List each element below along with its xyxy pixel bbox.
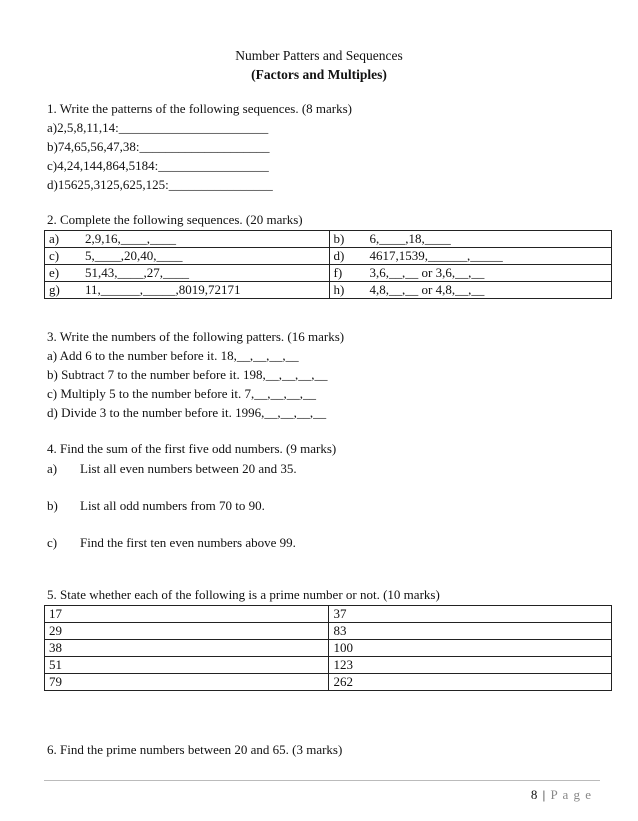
q2-label: f) — [333, 265, 343, 280]
q5-number: 100 — [329, 640, 612, 657]
page-subtitle: (Factors and Multiples) — [251, 67, 387, 82]
footer-page-word: P a g e — [550, 787, 592, 802]
q4-item-b-label: b) — [47, 498, 58, 513]
footer-divider — [44, 780, 600, 781]
q2-label: c) — [49, 248, 60, 263]
q4-item-b-text: List all odd numbers from 70 to 90. — [80, 498, 265, 513]
table-row — [45, 623, 612, 640]
q3-heading: 3. Write the numbers of the following patters. (16 marks) — [47, 329, 345, 344]
table-row — [45, 657, 612, 674]
q4-item-c-label: c) — [47, 535, 58, 550]
q4-item-a-text: List all even numbers between 20 and 35. — [80, 461, 297, 476]
q2-sequence: 5,____,20,40,____ — [85, 248, 183, 263]
q2-label: g) — [49, 282, 60, 297]
q3-line-a: a) Add 6 to the number before it. 18,__,__,__,__ — [47, 348, 299, 363]
q3-line-b: b) Subtract 7 to the number before it. 198,__,__,__,__ — [47, 367, 328, 382]
page-footer — [531, 787, 592, 803]
table-row — [45, 231, 612, 248]
q2-sequence: 11,______,_____,8019,72171 — [85, 282, 241, 297]
q2-sequence: 4,8,__,__ or 4,8,__,__ — [369, 282, 485, 297]
q2-table — [44, 230, 612, 299]
footer-separator: | — [542, 787, 547, 802]
q5-number: 123 — [329, 657, 612, 674]
table-row — [45, 640, 612, 657]
q2-sequence: 2,9,16,____,____ — [85, 231, 176, 246]
q4-item-a-label: a) — [47, 461, 58, 476]
q5-number: 79 — [45, 674, 329, 691]
q3-line-d: d) Divide 3 to the number before it. 1996,__,__,__,__ — [47, 405, 327, 420]
q5-number: 83 — [329, 623, 612, 640]
q1-line-c: c)4,24,144,864,5184:_________________ — [47, 158, 269, 173]
q5-number: 262 — [329, 674, 612, 691]
q5-number: 51 — [45, 657, 329, 674]
q2-label: e) — [49, 265, 60, 280]
q2-label: a) — [49, 231, 60, 246]
q1-line-b: b)74,65,56,47,38:____________________ — [47, 139, 270, 154]
q2-sequence: 3,6,__,__ or 3,6,__,__ — [369, 265, 485, 280]
q1-heading: 1. Write the patterns of the following sequences. (8 marks) — [47, 101, 353, 116]
page-title: Number Patters and Sequences — [235, 48, 403, 63]
table-row — [45, 265, 612, 282]
q1-line-a: a)2,5,8,11,14:_______________________ — [47, 120, 269, 135]
q4-heading: 4. Find the sum of the first five odd numbers. (9 marks) — [47, 441, 337, 456]
q4-item-c-text: Find the first ten even numbers above 99. — [80, 535, 296, 550]
q5-heading: 5. State whether each of the following is a prime number or not. (10 marks) — [47, 587, 440, 602]
q2-sequence: 6,____,18,____ — [369, 231, 451, 246]
q2-heading: 2. Complete the following sequences. (20 marks) — [47, 212, 303, 227]
q2-label: b) — [333, 231, 345, 246]
q5-table — [44, 605, 612, 691]
table-row — [45, 606, 612, 623]
q5-number: 29 — [45, 623, 329, 640]
page-number: 8 — [530, 787, 539, 802]
q2-label: h) — [333, 282, 345, 297]
q1-line-d: d)15625,3125,625,125:________________ — [47, 177, 273, 192]
q2-label: d) — [333, 248, 345, 263]
q2-sequence: 4617,1539,______,_____ — [369, 248, 503, 263]
q5-number: 37 — [329, 606, 612, 623]
q5-number: 38 — [45, 640, 329, 657]
q2-sequence: 51,43,____,27,____ — [85, 265, 189, 280]
q6-heading: 6. Find the prime numbers between 20 and 65. (3 marks) — [47, 742, 343, 757]
q3-line-c: c) Multiply 5 to the number before it. 7,__,__,__,__ — [47, 386, 316, 401]
table-row — [45, 248, 612, 265]
table-row — [45, 674, 612, 691]
table-row — [45, 282, 612, 299]
q5-number: 17 — [45, 606, 329, 623]
